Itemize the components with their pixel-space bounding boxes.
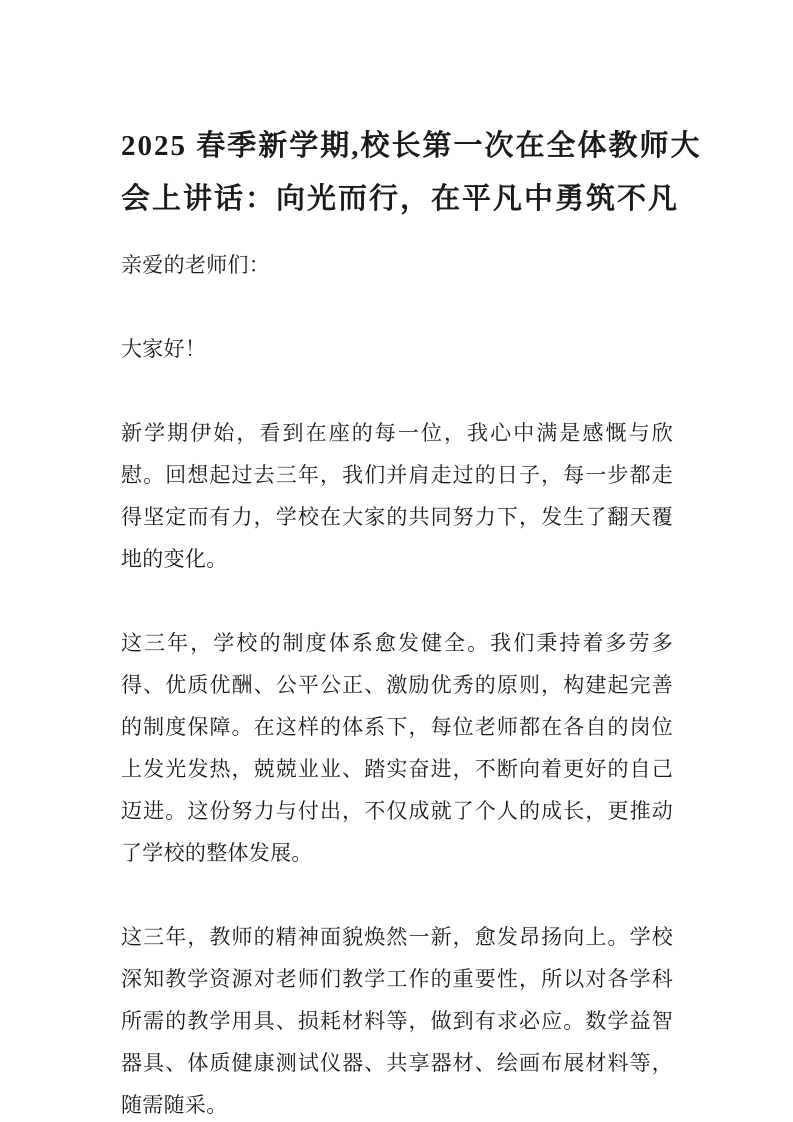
document-title-line-1: 2025 春季新学期,校长第一次在全体教师大 — [121, 130, 702, 162]
greeting-paragraph: 大家好！ — [121, 337, 207, 361]
document-title-line-2: 会上讲话：向光而行，在平凡中勇筑不凡 — [121, 183, 680, 215]
document-title — [121, 120, 702, 226]
body-paragraph: 这三年，教师的精神面貌焕然一新，愈发昂扬向上。学校深知教学资源对老师们教学工作的重要性，所以对各学科所需的教学用具、损耗材料等，做到有求必应。数学益智器具、体质健康测试仪器、共享器材、绘画布展材料等，随需随采。 — [121, 925, 673, 1117]
document-body — [121, 244, 673, 1122]
salutation-paragraph: 亲爱的老师们： — [121, 253, 271, 277]
body-paragraph: 新学期伊始，看到在座的每一位，我心中满是感慨与欣慰。回想起过去三年，我们并肩走过的日子，每一步都走得坚定而有力，学校在大家的共同努力下，发生了翻天覆地的变化。 — [121, 421, 673, 571]
body-paragraph: 这三年，学校的制度体系愈发健全。我们秉持着多劳多得、优质优酬、公平公正、激励优秀的原则，构建起完善的制度保障。在这样的体系下，每位老师都在各自的岗位上发光发热，兢兢业业、踏实奋进，不断向着更好的自己迈进。这份努力与付出，不仅成就了个人的成长，更推动了学校的整体发展。 — [121, 631, 673, 865]
